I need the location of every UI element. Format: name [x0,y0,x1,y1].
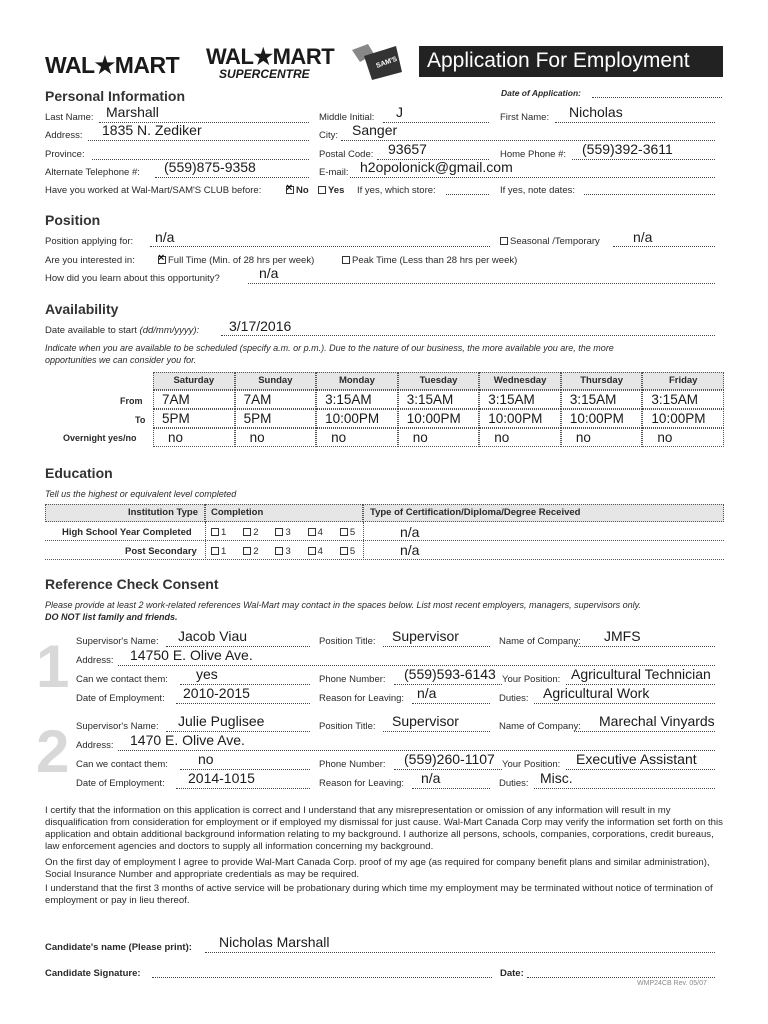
worked-before-label: Have you worked at Wal-Mart/SAM'S CLUB before: [45,185,262,196]
position-title-value[interactable]: Supervisor [392,628,459,644]
certification-p3: I understand that the first 3 months of active service will be probationary during which time my employment may be terminated without notice of termination of employment or pay in lieu thereof. [45,883,713,906]
availability-overnight-cell[interactable] [153,428,235,447]
certification-p1: I certify that the information on this application is correct and I understand that any misrepresentation or omission of any information will result in my disqualification from consideration for employment or if employed my dismissal for just cause. Wal-Mart Canada Corp may verify the information set forth on this application and obtain additional background information relating to my background. I authorize all persons, schools, companies, corporations, credit bureaus, law enforcement agencies and doctors to supply all information concerning my background. [45,805,723,852]
yes-checkbox[interactable] [318,186,326,194]
learn-label: How did you learn about this opportunity? [45,273,220,284]
availability-overnight-cell[interactable] [561,428,643,447]
availability-to-cell[interactable] [235,409,317,428]
availability-from-value: 3:15AM [488,392,535,407]
availability-to-value: 10:00PM [488,411,543,426]
last-name-value[interactable]: Marshall [106,104,159,120]
references-instructions: Please provide at least 2 work-related references Wal-Mart may contact in the spaces below. List most recent employers, managers, supervisors only. [45,600,641,610]
your-position-label: Your Position: [502,674,561,685]
date-of-application-label: Date of Application: [501,88,581,98]
note-dates-label: If yes, note dates: [500,185,575,196]
phone-label: Phone Number: [319,759,386,770]
date-employment-label: Date of Employment: [76,778,165,789]
availability-from-value: 7AM [162,392,190,407]
availability-to-cell[interactable] [561,409,643,428]
duties-value[interactable]: Agricultural Work [543,685,650,701]
page-title: Application For Employment [419,46,723,77]
availability-to-value: 5PM [162,411,190,426]
email-label: E-mail: [319,167,349,178]
phone-label: Phone Number: [319,674,386,685]
seasonal-value[interactable]: n/a [633,229,653,245]
availability-overnight-value: no [168,430,184,445]
availability-to-cell[interactable] [153,409,235,428]
postal-code-label: Postal Code: [319,149,374,160]
references-instructions-2: DO NOT list family and friends. [45,612,178,622]
walmart-logo: WAL★MART [45,52,180,78]
phone-value[interactable]: (559)260-1107 [404,751,495,767]
edu-col-completion: Completion [205,504,363,522]
availability-to-value: 5PM [243,411,272,426]
peak-time-option[interactable]: Peak Time (Less than 28 hrs per week) [342,255,517,266]
availability-to-cell[interactable] [316,409,398,428]
which-store-label: If yes, which store: [357,185,436,196]
peak-time-checkbox[interactable] [342,256,350,264]
edu-row-postsecondary-value[interactable]: n/a [400,542,420,558]
contact-label: Can we contact them: [76,674,168,685]
education-instructions: Tell us the highest or equivalent level completed [45,489,237,499]
middle-initial-label: Middle Initial: [319,112,375,123]
company-value[interactable]: JMFS [604,628,641,644]
availability-to-value: 10:00PM [325,411,380,426]
availability-from-value: 3:15AM [651,392,698,407]
province-label: Province: [45,149,85,160]
home-phone-label: Home Phone #: [500,149,567,160]
availability-instructions: Indicate when you are available to be scheduled (specify a.m. or p.m.). Due to the nature of our business, the more available you are, the more [45,343,614,353]
availability-from-cell[interactable] [642,390,724,409]
home-phone-value[interactable]: (559)392-3611 [582,141,673,157]
availability-overnight-value: no [331,430,347,445]
edu-row-postsecondary-years[interactable]: 1 2 3 4 5 [211,546,355,557]
worked-before-yes[interactable]: Yes [318,185,344,196]
form-code: WMP24CB Rev. 05/07 [637,980,707,987]
availability-from-value: 3:15AM [406,392,454,407]
position-applying-value[interactable]: n/a [155,229,175,245]
availability-overnight-value: no [657,430,673,445]
availability-from-cell[interactable] [398,390,480,409]
edu-row-highschool-years[interactable]: 1 2 3 4 5 [211,527,355,538]
day-header: Thursday [561,372,643,390]
edu-row-highschool-value[interactable]: n/a [400,524,420,540]
email-value[interactable]: h2opolonick@gmail.com [360,159,513,175]
start-date-label: Date available to start (dd/mm/yyyy): [45,325,200,336]
phone-value[interactable]: (559)593-6143 [404,666,496,682]
availability-overnight-value: no [575,430,591,445]
day-header: Friday [642,372,724,390]
availability-overnight-value: no [494,430,510,445]
supervisor-name-label: Supervisor's Name: [76,636,159,647]
candidate-name-value[interactable]: Nicholas Marshall [219,934,330,950]
availability-from-value: 7AM [243,392,272,407]
duties-label: Duties: [499,693,529,704]
ref-address-value[interactable]: 1470 E. Olive Ave. [130,732,245,748]
supervisor-name-label: Supervisor's Name: [76,721,159,732]
sams-club-text: SAM'S CLUB [375,48,419,70]
position-title-label: Position Title: [319,721,376,732]
candidate-signature-label: Candidate Signature: [45,968,141,979]
alt-phone-value[interactable]: (559)875-9358 [164,159,256,175]
duties-label: Duties: [499,778,529,789]
personal-info-heading: Personal Information [45,88,186,104]
walmart-supercentre-logo: WAL★MART [206,44,335,69]
edu-col-cert: Type of Certification/Diploma/Degree Received [363,504,724,522]
alt-phone-label: Alternate Telephone #: [45,167,140,178]
position-applying-label: Position applying for: [45,236,134,247]
day-header: Sunday [235,372,317,390]
reason-leaving-label: Reason for Leaving: [319,778,405,789]
candidate-date-label: Date: [500,968,524,979]
row-label-to: To [135,415,146,425]
your-position-label: Your Position: [502,759,561,770]
position-title-value[interactable]: Supervisor [392,713,459,729]
availability-from-cell[interactable] [479,390,561,409]
availability-to-cell[interactable] [642,409,724,428]
company-value[interactable]: Marechal Vinyards [599,713,715,729]
city-label: City: [319,130,338,141]
position-heading: Position [45,212,101,228]
supervisor-name-value[interactable]: Julie Puglisee [178,713,265,729]
seasonal-checkbox[interactable] [500,237,508,245]
availability-overnight-cell[interactable] [316,428,398,447]
supervisor-name-value[interactable]: Jacob Viau [178,628,248,644]
availability-from-cell[interactable] [153,390,235,409]
edu-row-postsecondary-label: Post Secondary [125,546,197,557]
certification-p2: On the first day of employment I agree to provide Wal-Mart Canada Corp. proof of my age (as required for company benefit plans and similar administration), Social Insurance Number and appropriate credentials as may be required. [45,857,710,880]
references-heading: Reference Check Consent [45,576,219,592]
date-employment-value[interactable]: 2014-1015 [188,770,255,786]
date-employment-value[interactable]: 2010-2015 [183,685,250,701]
first-name-label: First Name: [500,112,550,123]
availability-from-cell[interactable] [235,390,317,409]
reason-leaving-value[interactable]: n/a [417,685,437,701]
day-header: Wednesday [479,372,561,390]
availability-overnight-cell[interactable] [235,428,317,447]
day-header: Monday [316,372,398,390]
contact-value[interactable]: no [198,751,214,767]
education-heading: Education [45,465,113,481]
availability-heading: Availability [45,301,119,317]
row-label-overnight: Overnight yes/no [63,433,137,443]
interested-label: Are you interested in: [45,255,135,266]
worked-before-no[interactable]: × No [286,185,309,196]
availability-instructions-2: opportunities we can consider you for. [45,355,197,365]
reference-number: 1 [36,633,70,700]
availability-from-cell[interactable] [561,390,643,409]
learn-value[interactable]: n/a [259,265,279,281]
sams-club-logo [346,42,419,82]
availability-to-cell[interactable] [479,409,561,428]
city-value[interactable]: Sanger [352,122,398,138]
edu-col-institution: Institution Type [45,504,205,522]
availability-from-value: 3:15AM [569,392,617,407]
company-label: Name of Company: [499,721,581,732]
last-name-label: Last Name: [45,112,94,123]
address-label: Address: [45,130,83,141]
ref-address-label: Address: [76,655,114,666]
supercentre-label: SUPERCENTRE [219,67,310,81]
duties-value[interactable]: Misc. [540,770,573,786]
start-date-value[interactable]: 3/17/2016 [229,318,292,334]
availability-overnight-cell[interactable] [642,428,724,447]
address-value[interactable]: 1835 N. Zediker [102,122,202,138]
availability-overnight-cell[interactable] [398,428,480,447]
availability-grid [153,372,724,452]
ref-address-value[interactable]: 14750 E. Olive Ave. [130,647,253,663]
contact-value[interactable]: yes [196,666,218,682]
date-employment-label: Date of Employment: [76,693,165,704]
availability-to-cell[interactable] [398,409,480,428]
candidate-name-label: Candidate's name (Please print): [45,942,192,953]
availability-from-cell[interactable] [316,390,398,409]
full-time-checkbox[interactable] [158,256,166,264]
availability-to-value: 10:00PM [569,411,624,426]
reason-leaving-value[interactable]: n/a [421,770,441,786]
availability-overnight-value: no [412,430,428,445]
availability-to-value: 10:00PM [651,411,706,426]
postal-code-value[interactable]: 93657 [388,141,427,157]
availability-to-value: 10:00PM [406,411,461,426]
company-label: Name of Company: [499,636,581,647]
your-position-value[interactable]: Executive Assistant [576,751,697,767]
day-header: Tuesday [398,372,480,390]
availability-overnight-value: no [249,430,265,445]
availability-from-value: 3:15AM [325,392,372,407]
position-title-label: Position Title: [319,636,376,647]
row-label-from: From [120,396,143,406]
middle-initial-value[interactable]: J [396,104,403,120]
edu-row-highschool-label: High School Year Completed [62,527,192,538]
ref-address-label: Address: [76,740,114,751]
first-name-value[interactable]: Nicholas [569,104,623,120]
availability-overnight-cell[interactable] [479,428,561,447]
reference-number: 2 [36,718,70,785]
your-position-value[interactable]: Agricultural Technician [571,666,711,682]
day-header: Saturday [153,372,235,390]
no-checkbox[interactable] [286,186,294,194]
reason-leaving-label: Reason for Leaving: [319,693,405,704]
full-time-option[interactable]: × Full Time (Min. of 28 hrs per week) [158,255,314,266]
contact-label: Can we contact them: [76,759,168,770]
seasonal-option[interactable]: Seasonal /Temporary [500,236,600,247]
